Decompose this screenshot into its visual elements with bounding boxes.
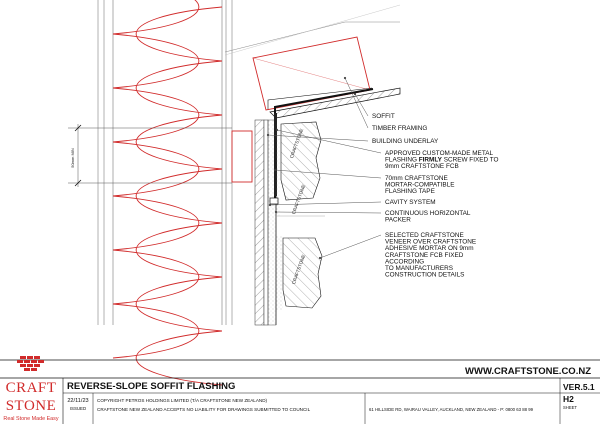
craftstone-logo [3, 356, 58, 422]
issue-date: 22/11/23 [67, 398, 89, 404]
logo-stone: STONE [5, 398, 57, 414]
leader-dot-cavity [269, 204, 271, 206]
leader-dot-packer [275, 211, 277, 213]
callout-packer-line-0: CONTINUOUS HORIZONTAL [385, 210, 471, 217]
callout-tape-line-2: FLASHING TAPE [385, 188, 435, 196]
website: WWW.CRAFTSTONE.CO.NZ [465, 366, 591, 377]
dimension-50mm [68, 124, 232, 187]
insulation [113, 0, 222, 385]
leader-dot-veneer [319, 257, 321, 259]
callout-flashing-line-0: APPROVED CUSTOM-MADE METAL [385, 150, 494, 157]
stone-tag-2: CRAFTSTONE [290, 184, 307, 215]
sheet-label: SHEET [563, 405, 577, 410]
leader-cavity [270, 202, 381, 205]
leader-dot-timber [344, 77, 346, 79]
dimension-label: 50mm MIN [70, 148, 75, 168]
sheet-number: H2 [563, 394, 574, 404]
issued-label: ISSUED [69, 406, 87, 411]
callout-veneer-line-6: CONSTRUCTION DETAILS [385, 271, 465, 279]
callout-cavity-line-0: CAVITY SYSTEM [385, 199, 436, 206]
drawing-title: REVERSE-SLOPE SOFFIT FLASHING [67, 381, 236, 392]
cavity-system [255, 120, 276, 325]
callout-veneer-line-5: TO MANUFACTURERS [385, 265, 454, 272]
callout-veneer-line-2: ADHESIVE MORTAR ON 9mm [385, 245, 474, 253]
callout-tape-line-1: MORTAR-COMPATIBLE [385, 181, 455, 189]
callout-soffit-line-0: SOFFIT [372, 113, 395, 120]
company-address: 61 HILLSIDE RD, WAIRAU VALLEY, AUCKLAND, NEW ZEALAND - P: 0800 63 88 99 [369, 407, 533, 412]
copyright-note: COPYRIGHT PETROS HOLDINGS LIMITED (T/A CRAFTSTONE NEW ZEALAND) [97, 398, 268, 403]
logo-tagline: Real Stone Made Easy [3, 416, 59, 422]
leader-dot-soffit [354, 93, 356, 95]
stone-tag-3: CRAFTSTONE [290, 254, 307, 285]
callout-labels [372, 113, 499, 279]
callout-timber-line-0: TIMBER FRAMING [372, 125, 428, 132]
callout-veneer-line-0: SELECTED CRAFTSTONE [385, 232, 464, 239]
logo-craft: CRAFT [5, 380, 57, 396]
callout-veneer-line-4: ACCORDING [385, 258, 425, 266]
callout-flashing-line-1: FLASHING FIRMLY SCREW FIXED TO [385, 156, 499, 164]
version: VER.5.1 [563, 382, 595, 392]
callout-veneer-line-3: CRAFTSTONE FCB FIXED [385, 251, 464, 259]
callout-veneer-line-1: VENEER OVER CRAFTSTONE [385, 238, 477, 246]
leader-veneer [320, 235, 381, 258]
liability-note: CRAFTSTONE NEW ZEALAND ACCEPTS NO LIABILITY FOR DRAWINGS SUBMITTED TO COUNCIL [97, 407, 311, 412]
stone-veneer [276, 122, 325, 310]
callout-flashing-line-2: 9mm CRAFTSTONE FCB [385, 163, 459, 171]
leader-dot-flashing [276, 129, 278, 131]
leader-dot-tape [274, 169, 276, 171]
callout-underlay-line-0: BUILDING UNDERLAY [372, 138, 439, 145]
stone-tag-1: CRAFTSTONE [288, 128, 305, 159]
callout-tape-line-0: 70mm CRAFTSTONE [385, 175, 448, 182]
callout-packer-line-1: PACKER [385, 216, 411, 224]
leader-dot-underlay [267, 134, 269, 136]
